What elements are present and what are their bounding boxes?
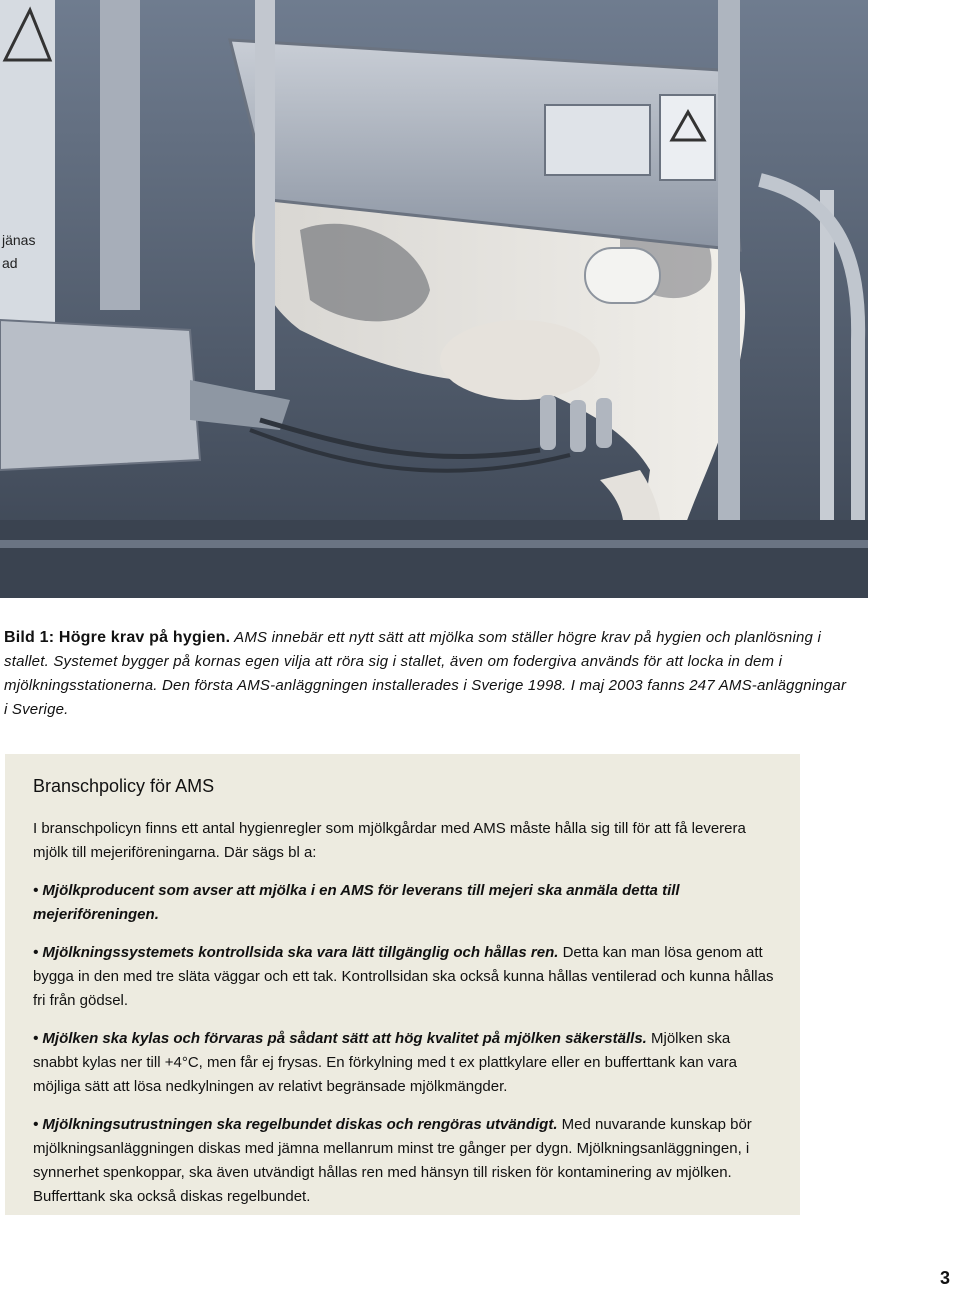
bullet-lead: • Mjölken ska kylas och förvaras på sådant sätt att hög kvalitet på mjölken säkerställs. (33, 1030, 647, 1047)
caption-text: AMS innebär ett nytt sätt att mjölka som ställer högre krav på hygien och planlösning i stallet. Systemet bygger på kornas egen vilja att röra sig i stallet, även om fodergiva används för att locka in dem i mjölkningsstationerna. Den första AMS-anläggningen installerades i Sverige 1998. I maj 2003 fanns 247 AMS-anläggningar i Sverige. (4, 629, 847, 718)
svg-text:ad: ad (2, 255, 18, 271)
policy-content (33, 776, 778, 1223)
page-number: 3 (940, 1268, 951, 1288)
bullet-text: Med nuvarande kunskap bör mjölkningsanläggningen diskas med jämna mellanrum minst tre gånger per dygn. Mjölkningsanläggningen, i synnerhet spenkoppar, ska även utvändigt hållas ren med hänsyn till risken för kontaminering av mjölken. Bufferttank ska också diskas regelbundet. (33, 1116, 752, 1205)
policy-bullet (33, 879, 778, 927)
policy-bullet (33, 1027, 778, 1099)
policy-bullet (33, 941, 778, 1013)
svg-text:jänas: jänas (2, 232, 36, 248)
bullet-lead: • Mjölkningsutrustningen ska regelbundet diskas och rengöras utvändigt. (33, 1116, 558, 1133)
photo-caption (4, 626, 854, 722)
bullet-text: Detta kan man lösa genom att bygga in den med tre släta väggar och ett tak. Kontrollsidan ska också kunna hållas ventilerad och kunna hållas fri från gödsel. (33, 944, 774, 1009)
bullet-lead: • Mjölkproducent som avser att mjölka i en AMS för leverans till mejeri ska anmäla detta till mejeriföreningen. (33, 882, 680, 923)
policy-box (5, 754, 800, 1215)
bullet-text: Mjölken ska snabbt kylas ner till +4°C, men får ej frysas. En förkylning med t ex plattkylare eller en bufferttank kan vara möjliga sätt att lösa nedkylningen av relativt begränsade mjölkmängder. (33, 1030, 737, 1095)
milking-robot-photo (0, 0, 868, 598)
bullet-lead: • Mjölkningssystemets kontrollsida ska vara lätt tillgänglig och hållas ren. (33, 944, 559, 961)
policy-title: Branschpolicy för AMS (33, 776, 215, 796)
policy-bullet (33, 1113, 778, 1209)
caption-lead: Bild 1: Högre krav på hygien. (4, 629, 231, 646)
policy-intro: I branschpolicyn finns ett antal hygienregler som mjölkgårdar med AMS måste hålla sig till för att få leverera mjölk till mejeriföreningarna. Där sägs bl a: (33, 820, 746, 861)
